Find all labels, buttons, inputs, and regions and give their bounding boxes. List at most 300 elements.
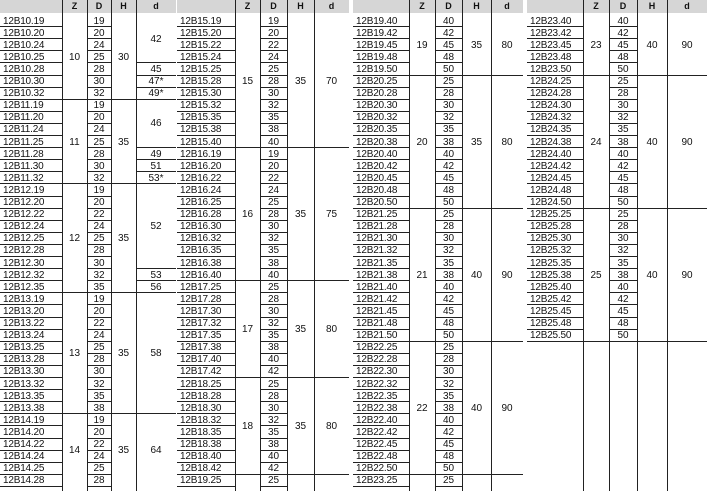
bore-d-value: 25 <box>93 51 105 63</box>
part-code: 12B24.25 <box>530 76 572 87</box>
group-z-value: 24 <box>590 136 602 148</box>
bore-d-value: 25 <box>93 136 105 148</box>
part-code: 12B18.32 <box>180 414 222 426</box>
bore-d-value: 25 <box>93 233 105 245</box>
part-code: 12B21.28 <box>356 221 398 233</box>
group-divider <box>527 208 707 209</box>
part-code: 12B18.42 <box>180 463 222 475</box>
part-code: 12B20.40 <box>356 148 398 160</box>
part-code: 12B16.24 <box>180 184 222 196</box>
bore-d-value: 25 <box>267 63 280 75</box>
group-d-value: 64 <box>150 445 162 457</box>
bore-d-value: 38 <box>267 342 280 354</box>
bore-d-value: 38 <box>93 402 105 414</box>
group-d-value: 90 <box>501 402 513 414</box>
part-code: 12B21.38 <box>356 269 398 281</box>
bore-d-value: 50 <box>442 63 455 75</box>
group-h-value: 40 <box>646 269 658 281</box>
bore-d-value: 35 <box>267 245 280 257</box>
group-divider <box>353 75 523 76</box>
group-h-value: 35 <box>117 136 130 148</box>
part-code: 12B15.20 <box>180 27 222 39</box>
bore-d-value: 50 <box>442 463 455 475</box>
group-h-value: 35 <box>294 76 307 88</box>
bore-d-value: 32 <box>93 269 105 281</box>
part-code: 12B21.40 <box>356 281 398 293</box>
group-z-value: 21 <box>416 269 428 281</box>
bore-d-value: 48 <box>617 318 629 329</box>
part-code: 12B16.19 <box>180 148 222 160</box>
group-h-value: 35 <box>294 420 307 432</box>
row-divider <box>87 486 111 487</box>
part-code: 12B22.40 <box>356 414 398 426</box>
part-code: 12B17.32 <box>180 318 222 329</box>
part-code: 12B20.38 <box>356 136 398 148</box>
column-header-z: Z <box>593 1 599 11</box>
group-z-value: 25 <box>590 269 602 281</box>
bore-d-value: 38 <box>267 124 280 136</box>
part-code: 12B19.50 <box>356 63 398 75</box>
group-divider <box>177 147 349 148</box>
bore-d-value: 32 <box>617 245 629 257</box>
part-code: 12B25.28 <box>530 221 572 233</box>
part-code: 12B16.25 <box>180 197 222 208</box>
bore-d-value: 48 <box>442 184 455 196</box>
part-code: 12B15.32 <box>180 100 222 112</box>
group-z-value: 13 <box>68 348 81 360</box>
bore-d-value: 32 <box>93 378 105 390</box>
column-header-h: H <box>473 1 480 11</box>
bore-d-value: 45 <box>442 172 455 184</box>
group-h-value: 35 <box>470 136 483 148</box>
part-code: 12B18.25 <box>180 378 222 390</box>
bore-d-value: 32 <box>93 88 105 100</box>
part-code: 12B21.42 <box>356 293 398 305</box>
bore-d-value: 40 <box>267 269 280 281</box>
bore-d-value: 38 <box>442 136 455 148</box>
bore-d-value: 45 <box>442 439 455 450</box>
bore-d-value: 32 <box>267 414 280 426</box>
part-code: 12B18.28 <box>180 390 222 402</box>
part-code: 12B20.30 <box>356 100 398 112</box>
column-header-h: H <box>120 1 127 11</box>
part-code: 12B14.20 <box>3 426 45 438</box>
part-code: 12B13.24 <box>3 330 45 342</box>
part-code: 12B19.25 <box>180 475 222 487</box>
part-code: 12B14.22 <box>3 439 45 450</box>
part-code: 12B15.22 <box>180 39 222 51</box>
part-code: 12B14.28 <box>3 475 45 487</box>
bore-d-value: 30 <box>442 100 455 112</box>
group-d-value: 56 <box>150 281 162 293</box>
group-z-value: 10 <box>68 51 81 63</box>
part-code: 12B25.40 <box>530 281 572 293</box>
part-code: 12B24.32 <box>530 112 572 124</box>
bore-d-value: 42 <box>617 27 629 39</box>
group-d-value: 90 <box>681 136 693 148</box>
bore-d-value: 22 <box>267 39 280 51</box>
row-divider <box>136 99 176 100</box>
bore-d-value: 28 <box>267 209 280 221</box>
bore-d-value: 22 <box>93 209 105 221</box>
part-code: 12B10.28 <box>3 63 45 75</box>
part-code: 12B22.30 <box>356 366 398 378</box>
column-header-d: d <box>328 1 335 11</box>
bore-d-value: 19 <box>93 293 105 305</box>
group-h-value: 30 <box>117 51 130 63</box>
bore-d-value: 35 <box>442 257 455 269</box>
group-z-value: 22 <box>416 402 428 414</box>
bore-d-value: 38 <box>617 269 629 281</box>
column-header-d: d <box>504 1 510 11</box>
bore-d-value: 40 <box>267 354 280 366</box>
bore-d-value: 45 <box>617 305 629 317</box>
bore-d-value: 19 <box>93 184 105 196</box>
bore-d-value: 35 <box>617 257 629 269</box>
part-code: 12B22.38 <box>356 402 398 414</box>
group-d-value: 49* <box>148 88 164 100</box>
group-d-value: 53* <box>148 172 164 184</box>
group-h-value: 40 <box>646 39 658 51</box>
column-header-z: Z <box>244 1 251 11</box>
bore-d-value: 30 <box>267 88 280 100</box>
group-divider <box>353 341 523 342</box>
part-code: 12B19.48 <box>356 51 398 63</box>
part-code: 12B14.19 <box>3 414 45 426</box>
part-code: 12B20.25 <box>356 76 398 87</box>
part-code: 12B17.30 <box>180 305 222 317</box>
part-code: 12B12.28 <box>3 245 45 257</box>
column-header-d: d <box>684 1 690 11</box>
table-bottom-line <box>527 341 707 342</box>
group-h-value: 35 <box>470 39 483 51</box>
bore-d-value: 30 <box>93 76 105 87</box>
part-code: 12B16.35 <box>180 245 222 257</box>
part-code: 12B25.25 <box>530 209 572 221</box>
group-d-value: 51 <box>150 160 162 172</box>
bore-d-value: 32 <box>442 245 455 257</box>
column-divider <box>314 0 315 491</box>
bore-d-value: 22 <box>93 439 105 450</box>
part-code: 12B22.35 <box>356 390 398 402</box>
bore-d-value: 42 <box>617 293 629 305</box>
row-divider <box>435 486 462 487</box>
bore-d-value: 19 <box>93 15 105 27</box>
bore-d-value: 24 <box>93 221 105 233</box>
bore-d-value: 45 <box>442 305 455 317</box>
bore-d-value: 30 <box>617 233 629 245</box>
part-code: 12B22.28 <box>356 354 398 366</box>
bore-d-value: 35 <box>267 330 280 342</box>
bore-d-value: 25 <box>267 197 280 208</box>
bore-d-value: 24 <box>267 51 280 63</box>
bore-d-value: 42 <box>442 27 455 39</box>
bore-d-value: 42 <box>442 293 455 305</box>
group-divider <box>353 208 523 209</box>
bore-d-value: 30 <box>267 305 280 317</box>
group-d-value: 45 <box>150 63 162 75</box>
bore-d-value: 25 <box>442 76 455 87</box>
part-code: 12B18.30 <box>180 402 222 414</box>
bore-d-value: 42 <box>442 426 455 438</box>
part-code: 12B12.35 <box>3 281 45 293</box>
bore-d-value: 38 <box>267 257 280 269</box>
group-d-value: 80 <box>325 420 338 432</box>
bore-d-value: 32 <box>442 378 455 390</box>
part-code: 12B19.45 <box>356 39 398 51</box>
part-code: 12B25.50 <box>530 330 572 342</box>
group-divider <box>527 75 707 76</box>
part-code: 12B25.30 <box>530 233 572 245</box>
bore-d-value: 40 <box>617 15 629 27</box>
group-divider <box>177 474 349 475</box>
part-code: 12B11.32 <box>3 172 44 184</box>
group-d-value: 90 <box>681 269 693 281</box>
bore-d-value: 25 <box>442 209 455 221</box>
part-code: 12B11.20 <box>3 112 44 124</box>
bore-d-value: 24 <box>93 451 105 463</box>
part-code: 12B24.42 <box>530 160 572 172</box>
group-z-value: 23 <box>590 39 602 51</box>
bore-d-value: 50 <box>442 330 455 342</box>
part-code: 12B22.32 <box>356 378 398 390</box>
bore-d-value: 35 <box>442 390 455 402</box>
part-code: 12B23.45 <box>530 39 572 51</box>
bore-d-value: 30 <box>93 257 105 269</box>
bore-d-value: 28 <box>93 354 105 366</box>
group-d-value: 70 <box>325 76 338 88</box>
bore-d-value: 48 <box>442 451 455 463</box>
column-header-d: D <box>445 1 452 11</box>
part-code: 12B24.45 <box>530 172 572 184</box>
part-code: 12B15.24 <box>180 51 222 63</box>
part-code: 12B10.24 <box>3 39 45 51</box>
bore-d-value: 45 <box>617 39 629 51</box>
part-code: 12B19.40 <box>356 15 398 27</box>
bore-d-value: 40 <box>442 414 455 426</box>
bore-d-value: 19 <box>267 15 280 27</box>
bore-d-value: 48 <box>617 51 629 63</box>
row-divider <box>353 486 409 487</box>
group-d-value: 80 <box>325 324 338 336</box>
group-h-value: 40 <box>470 269 483 281</box>
group-divider <box>177 280 349 281</box>
bore-d-value: 50 <box>617 197 629 208</box>
part-code: 12B19.42 <box>356 27 398 39</box>
part-code: 12B21.48 <box>356 318 398 329</box>
part-code: 12B18.40 <box>180 451 222 463</box>
bore-d-value: 25 <box>93 342 105 354</box>
bore-d-value: 25 <box>267 281 280 293</box>
group-h-value: 40 <box>470 402 483 414</box>
row-divider <box>136 183 176 184</box>
column-header-d: d <box>153 1 159 11</box>
part-code: 12B17.28 <box>180 293 222 305</box>
bore-d-value: 32 <box>267 318 280 329</box>
column-header-z: Z <box>419 1 425 11</box>
bore-d-value: 32 <box>617 112 629 124</box>
group-divider <box>177 377 349 378</box>
part-code: 12B25.32 <box>530 245 572 257</box>
part-code: 12B12.32 <box>3 269 45 281</box>
bore-d-value: 40 <box>442 148 455 160</box>
bore-d-value: 22 <box>93 318 105 329</box>
bore-d-value: 50 <box>442 197 455 208</box>
bore-d-value: 20 <box>93 426 105 438</box>
bore-d-value: 28 <box>93 63 105 75</box>
bore-d-value: 30 <box>93 160 105 172</box>
part-code: 12B12.20 <box>3 197 45 208</box>
bore-d-value: 32 <box>267 233 280 245</box>
bore-d-value: 20 <box>267 27 280 39</box>
part-code: 12B22.50 <box>356 463 398 475</box>
bore-d-value: 35 <box>442 124 455 136</box>
part-code: 12B25.42 <box>530 293 572 305</box>
part-code: 12B23.40 <box>530 15 572 27</box>
part-code: 12B12.30 <box>3 257 45 269</box>
part-code: 12B15.38 <box>180 124 222 136</box>
part-code: 12B16.30 <box>180 221 222 233</box>
part-code: 12B13.32 <box>3 378 45 390</box>
part-code: 12B13.22 <box>3 318 45 329</box>
part-code: 12B21.45 <box>356 305 398 317</box>
bore-d-value: 25 <box>617 209 629 221</box>
part-code: 12B25.45 <box>530 305 572 317</box>
bore-d-value: 22 <box>267 172 280 184</box>
bore-d-value: 25 <box>442 342 455 354</box>
column-header-d: D <box>270 1 277 11</box>
part-code: 12B25.35 <box>530 257 572 269</box>
part-code: 12B11.19 <box>3 100 44 112</box>
bore-d-value: 45 <box>442 39 455 51</box>
bore-d-value: 42 <box>267 366 280 378</box>
group-d-value: 53 <box>150 269 162 281</box>
part-code: 12B15.19 <box>180 15 222 27</box>
group-h-value: 35 <box>117 348 130 360</box>
bore-d-value: 24 <box>93 124 105 136</box>
row-divider <box>260 486 287 487</box>
bore-d-value: 45 <box>617 172 629 184</box>
group-d-value: 90 <box>501 269 513 281</box>
part-code: 12B13.25 <box>3 342 45 354</box>
group-z-value: 15 <box>241 76 254 88</box>
bore-d-value: 40 <box>267 451 280 463</box>
bore-d-value: 28 <box>267 76 280 87</box>
part-code: 12B24.40 <box>530 148 572 160</box>
bore-d-value: 30 <box>267 221 280 233</box>
bore-d-value: 35 <box>267 426 280 438</box>
part-code: 12B14.24 <box>3 451 45 463</box>
part-code: 12B20.28 <box>356 88 398 100</box>
bore-d-value: 40 <box>442 15 455 27</box>
bore-d-value: 28 <box>442 221 455 233</box>
part-code: 12B14.25 <box>3 463 45 475</box>
group-h-value: 35 <box>294 324 307 336</box>
bore-d-value: 42 <box>617 160 629 172</box>
column-divider <box>287 0 288 491</box>
part-code: 12B15.35 <box>180 112 222 124</box>
part-code: 12B17.40 <box>180 354 222 366</box>
part-code: 12B13.20 <box>3 305 45 317</box>
bore-d-value: 30 <box>442 366 455 378</box>
group-z-value: 18 <box>241 420 254 432</box>
bore-d-value: 35 <box>93 281 105 293</box>
bore-d-value: 30 <box>267 402 280 414</box>
bore-d-value: 24 <box>93 330 105 342</box>
part-code: 12B20.32 <box>356 112 398 124</box>
bore-d-value: 20 <box>93 197 105 208</box>
group-z-value: 11 <box>69 136 80 148</box>
bore-d-value: 48 <box>442 51 455 63</box>
part-code: 12B22.45 <box>356 439 398 450</box>
part-code: 12B18.38 <box>180 439 222 450</box>
group-d-value: 80 <box>501 136 513 148</box>
part-code: 12B24.30 <box>530 100 572 112</box>
part-code: 12B21.50 <box>356 330 398 342</box>
row-divider <box>136 292 176 293</box>
group-d-value: 52 <box>150 221 162 233</box>
part-code: 12B21.25 <box>356 209 398 221</box>
bore-d-value: 50 <box>617 330 629 342</box>
part-code: 12B12.22 <box>3 209 45 221</box>
column-header-h: H <box>648 1 656 11</box>
part-code: 12B10.30 <box>3 76 45 87</box>
bore-d-value: 28 <box>93 245 105 257</box>
group-d-value: 47* <box>148 76 164 88</box>
bore-d-value: 20 <box>267 160 280 172</box>
bore-d-value: 25 <box>442 475 455 487</box>
part-code: 12B16.20 <box>180 160 222 172</box>
part-code: 12B24.38 <box>530 136 572 148</box>
part-code: 12B17.35 <box>180 330 222 342</box>
part-code: 12B24.28 <box>530 88 572 100</box>
bore-d-value: 40 <box>267 136 280 148</box>
group-h-value: 40 <box>646 136 658 148</box>
bore-d-value: 48 <box>442 318 455 329</box>
part-code: 12B11.28 <box>3 148 44 160</box>
bore-d-value: 28 <box>617 221 629 233</box>
column-header-d: D <box>619 1 627 11</box>
part-code: 12B12.24 <box>3 221 45 233</box>
bore-d-value: 28 <box>93 475 105 487</box>
group-d-value: 80 <box>501 39 513 51</box>
group-z-value: 16 <box>241 209 254 221</box>
bore-d-value: 28 <box>442 354 455 366</box>
part-code: 12B24.35 <box>530 124 572 136</box>
bore-d-value: 19 <box>267 148 280 160</box>
bore-d-value: 30 <box>442 233 455 245</box>
bore-d-value: 20 <box>93 112 105 124</box>
row-divider <box>0 486 62 487</box>
part-code: 12B15.25 <box>180 63 222 75</box>
bore-d-value: 35 <box>617 124 629 136</box>
bore-d-value: 28 <box>267 390 280 402</box>
group-d-value: 46 <box>150 118 162 130</box>
bore-d-value: 28 <box>442 88 455 100</box>
part-code: 12B21.32 <box>356 245 398 257</box>
bore-d-value: 32 <box>267 100 280 112</box>
bore-d-value: 24 <box>267 184 280 196</box>
part-code: 12B24.50 <box>530 197 572 208</box>
part-code: 12B12.25 <box>3 233 45 245</box>
bore-d-value: 40 <box>617 281 629 293</box>
bore-d-value: 50 <box>617 63 629 75</box>
bore-d-value: 38 <box>442 402 455 414</box>
part-code: 12B17.38 <box>180 342 222 354</box>
group-h-value: 35 <box>117 445 130 457</box>
part-code: 12B15.28 <box>180 76 222 87</box>
part-code: 12B13.28 <box>3 354 45 366</box>
